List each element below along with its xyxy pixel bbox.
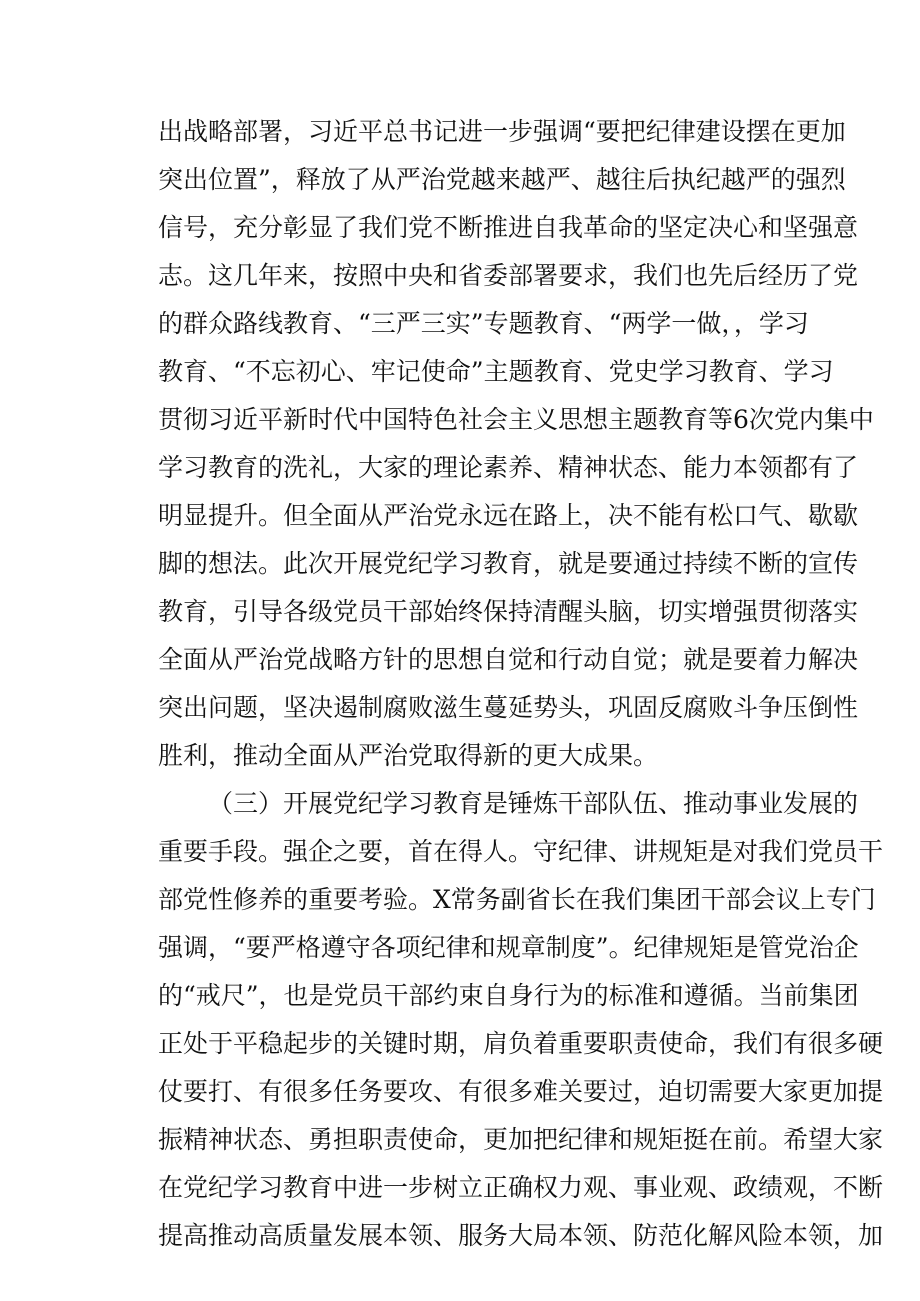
section-heading-line: （三）开展党纪学习教育是锤炼干部队伍、推动事业发展的 — [208, 789, 859, 818]
text-line: 脚的想法。此次开展党纪学习教育，就是要通过持续不断的宣传 — [158, 549, 859, 578]
text-line: 的群众路线教育、“三严三实”专题教育、“两学一做，，学习 — [158, 309, 809, 338]
text-line: 重要手段。强企之要，首在得人。守纪律、讲规矩是对我们党员干 — [158, 837, 884, 866]
text-line: 出战略部署，习近平总书记进一步强调“要把纪律建设摆在更加 — [158, 117, 846, 146]
text-line: 的“戒尺”，也是党员干部约束自身行为的标准和遵循。当前集团 — [158, 981, 859, 1010]
text-line: 提高推动高质量发展本领、服务大局本领、防范化解风险本领，加 — [158, 1221, 884, 1250]
text-line: 志。这几年来，按照中央和省委部署要求，我们也先后经历了党 — [158, 261, 859, 290]
text-line: 仗要打、有很多任务要攻、有很多难关要过，迫切需要大家更加提 — [158, 1077, 884, 1106]
text-line: 振精神状态、勇担职责使命，更加把纪律和规矩挺在前。希望大家 — [158, 1125, 884, 1154]
text-line: 胜利，推动全面从严治党取得新的更大成果。 — [158, 741, 659, 770]
text-line: 学习教育的洗礼，大家的理论素养、精神状态、能力本领都有了 — [158, 453, 859, 482]
text-line: 突出位置”，释放了从严治党越来越严、越往后执纪越严的强烈 — [158, 165, 846, 194]
text-line: 部党性修养的重要考验。X常务副省长在我们集团干部会议上专门 — [158, 885, 876, 914]
text-line: 贯彻习近平新时代中国特色社会主义思想主题教育等6次党内集中 — [158, 405, 874, 434]
text-line: 教育、“不忘初心、牢记使命”主题教育、党史学习教育、学习 — [158, 357, 834, 386]
text-line: 全面从严治党战略方针的思想自觉和行动自觉；就是要着力解决 — [158, 645, 859, 674]
text-line: 强调，“要严格遵守各项纪律和规章制度”。纪律规矩是管党治企 — [158, 933, 859, 962]
text-line: 教育，引导各级党员干部始终保持清醒头脑，切实增强贯彻落实 — [158, 597, 859, 626]
text-line: 明显提升。但全面从严治党永远在路上，决不能有松口气、歇歇 — [158, 501, 859, 530]
text-line: 在党纪学习教育中进一步树立正确权力观、事业观、政绩观，不断 — [158, 1173, 884, 1202]
text-line: 信号，充分彰显了我们党不断推进自我革命的坚定决心和坚强意 — [158, 213, 859, 242]
text-line: 正处于平稳起步的关键时期，肩负着重要职责使命，我们有很多硬 — [158, 1029, 884, 1058]
text-line: 突出问题，坚决遏制腐败滋生蔓延势头，巩固反腐败斗争压倒性 — [158, 693, 859, 722]
